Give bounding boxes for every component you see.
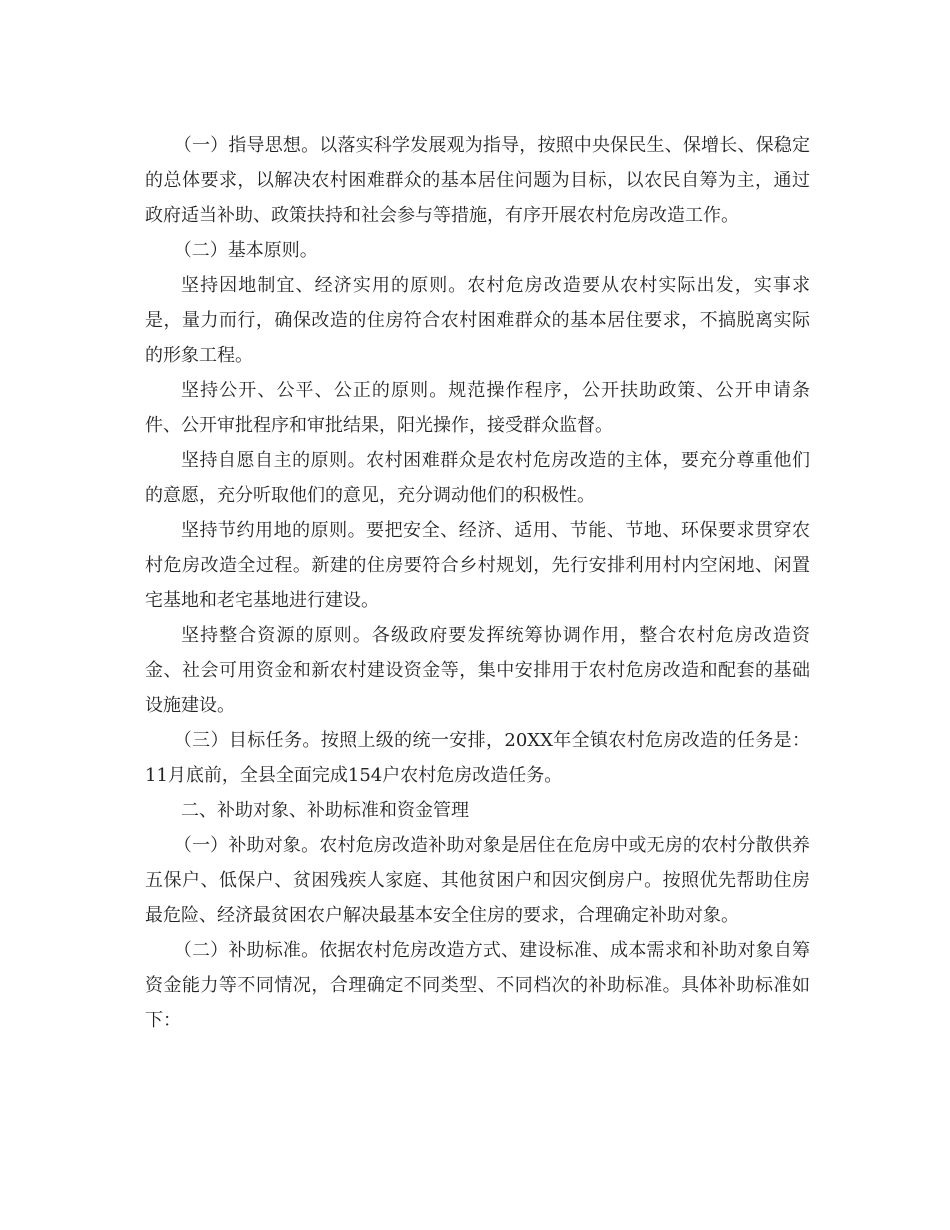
paragraph-principle-openness: 坚持公开、公平、公正的原则。规范操作程序，公开扶助政策、公开申请条件、公开审批程序和审批结果，阳光操作，接受群众监督。 [145, 380, 810, 436]
paragraph-principle-land-saving: 坚持节约用地的原则。要把安全、经济、适用、节能、节地、环保要求贯穿农村危房改造全过程。新建的住房要符合乡村规划，先行安排利用村内空闲地、闲置宅基地和老宅基地进行建设。 [145, 520, 810, 611]
paragraph-subsidy-recipients: （一）补助对象。农村危房改造补助对象是居住在危房中或无房的农村分散供养五保户、低保户、贫困残疾人家庭、其他贫困户和因灾倒房户。按照优先帮助住房最危险、经济最贫困农户解决最基本安全住房的要求，合理确定补助对象。 [145, 835, 810, 926]
paragraph-principle-local-conditions: 坚持因地制宜、经济实用的原则。农村危房改造要从农村实际出发，实事求是，量力而行，确保改造的住房符合农村困难群众的基本居住要求，不搞脱离实际的形象工程。 [145, 275, 810, 366]
paragraph-principle-resource-integration: 坚持整合资源的原则。各级政府要发挥统筹协调作用，整合农村危房改造资金、社会可用资金和新农村建设资金等，集中安排用于农村危房改造和配套的基础设施建设。 [145, 625, 810, 716]
paragraph-target-tasks: （三）目标任务。按照上级的统一安排，20XX年全镇农村危房改造的任务是：11月底前，全县全面完成154户农村危房改造任务。 [145, 730, 810, 786]
section-heading-subsidy: 二、补助对象、补助标准和资金管理 [181, 800, 469, 821]
paragraph-principle-voluntary: 坚持自愿自主的原则。农村困难群众是农村危房改造的主体，要充分尊重他们的意愿，充分听取他们的意见，充分调动他们的积极性。 [145, 450, 810, 506]
paragraph-basic-principles-heading: （二）基本原则。 [173, 240, 318, 261]
paragraph-guiding-ideology: （一）指导思想。以落实科学发展观为指导，按照中央保民生、保增长、保稳定的总体要求，以解决农村困难群众的基本居住问题为目标，以农民自筹为主，通过政府适当补助、政策扶持和社会参与等措施，有序开展农村危房改造工作。 [145, 135, 810, 226]
document-body [145, 128, 810, 1038]
paragraph-subsidy-standards: （二）补助标准。依据农村危房改造方式、建设标准、成本需求和补助对象自筹资金能力等不同情况，合理确定不同类型、不同档次的补助标准。具体补助标准如下： [145, 940, 810, 1031]
